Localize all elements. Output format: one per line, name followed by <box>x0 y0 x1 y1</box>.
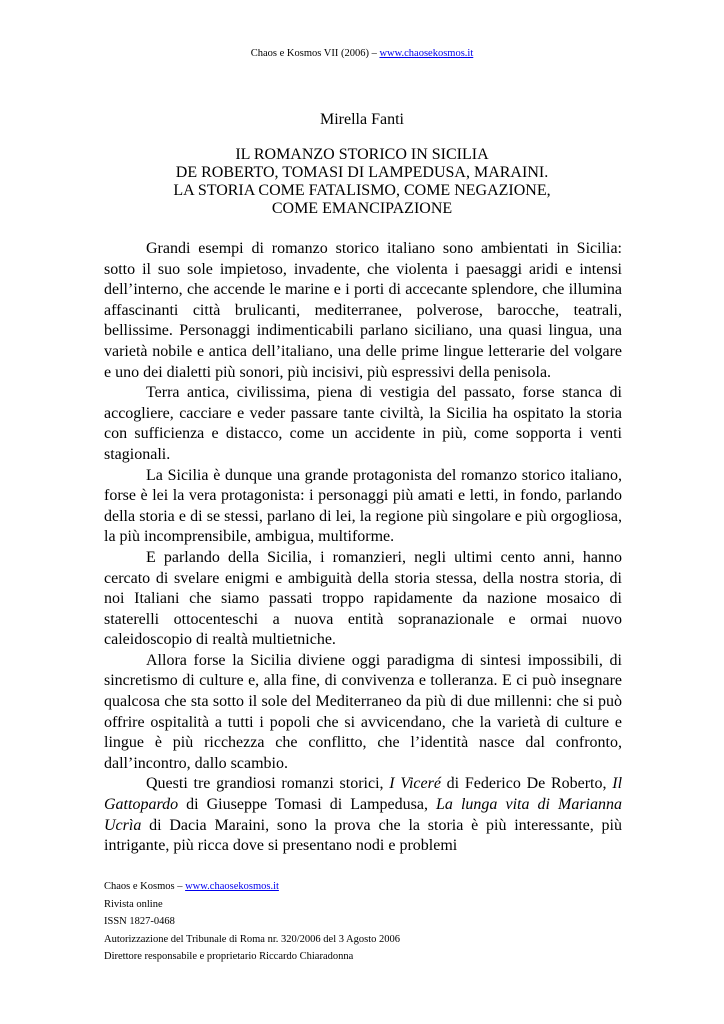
footer-line: Direttore responsabile e proprietario Riccardo Chiaradonna <box>104 951 354 962</box>
paragraph: Grandi esempi di romanzo storico italiano sono ambientati in Sicilia: sotto il suo sole impietoso, invadente, che violenta i paesaggi aridi e intensi dell’interno, che accende le marine e i porti di accecante splendore, che illumina affascinanti città brulicanti, mediterranee, polverose, barocche, teatrali, bellissime. Personaggi indimenticabili parlano siciliano, una quasi lingua, una varietà nobile e antica dell’italiano, una delle prime lingue letterarie del volgare e uno dei dialetti più sonori, più incisivi, più espressivi della penisola. <box>104 240 622 381</box>
book-title: Il Gattopardo <box>104 775 623 814</box>
article-title <box>0 146 724 218</box>
title-line: IL ROMANZO STORICO IN SICILIA <box>235 146 489 163</box>
footer-line: Rivista online <box>104 898 163 910</box>
footer-journal: Chaos e Kosmos – <box>104 881 186 892</box>
title-line: DE ROBERTO, TOMASI DI LAMPEDUSA, MARAINI. <box>175 164 549 181</box>
title-line: COME EMANCIPAZIONE <box>271 200 453 217</box>
header-journal: Chaos e Kosmos VII (2006) – <box>250 48 380 59</box>
title-line: LA STORIA COME FATALISMO, COME NEGAZIONE, <box>173 182 551 199</box>
paragraph-text: di Federico De Roberto, <box>440 775 613 793</box>
paragraph: Allora forse la Sicilia diviene oggi paradigma di sintesi impossibili, di sincretismo di culture e, alla fine, di convivenza e tolleranza. E ci può insegnare qualcosa che sta sotto il sole del Mediterraneo da più di due millenni: che si può offrire ospitalità a tutti i popoli che si avvicendano, che la varietà di culture e lingue è più ricchezza che conflitto, che l’identità nasce dal confronto, dall’incontro, dallo scambio. <box>104 651 622 772</box>
page-footer <box>104 878 624 966</box>
paragraph <box>104 774 622 856</box>
footer-line: ISSN 1827-0468 <box>104 916 175 927</box>
author-name: Mirella Fanti <box>320 111 404 128</box>
paragraph: La Sicilia è dunque una grande protagonista del romanzo storico italiano, forse è lei la vera protagonista: i personaggi più amati e letti, in fondo, parlando della storia e di se stessi, parlano di lei, la regione più singolare e più orgogliosa, la più incomprensibile, ambigua, multiforme. <box>104 466 622 546</box>
paragraph-text: Questi tre grandiosi romanzi storici, <box>146 775 390 793</box>
book-title: La lunga vita di Marianna Ucrìa <box>104 796 623 834</box>
running-header <box>0 47 724 61</box>
footer-website-link[interactable]: www.chaosekosmos.it <box>185 881 279 892</box>
book-title: I Viceré <box>389 775 441 793</box>
header-website-link[interactable]: www.chaosekosmos.it <box>379 48 474 59</box>
footer-journal-line <box>104 878 624 896</box>
paragraph-text: di Giuseppe Tomasi di Lampedusa, <box>178 796 437 814</box>
footer-line: Autorizzazione del Tribunale di Roma nr. 320/2006 del 3 Agosto 2006 <box>104 933 401 945</box>
paragraph: E parlando della Sicilia, i romanzieri, negli ultimi cento anni, hanno cercato di svelare enigmi e ambiguità della storia stessa, della nostra storia, di noi Italiani che siamo passati troppo rapidamente da nazione mosaico di staterelli ottocenteschi a nuova entità sopranazionale e ormai nuovo caleidoscopio di realtà multietniche. <box>104 548 622 649</box>
paragraph-text: di Dacia Maraini, sono la prova che la storia è più interessante, più intrigante, più ricca dove si presentano nodi e problemi <box>104 816 622 855</box>
article-body <box>104 239 622 857</box>
paragraph: Terra antica, civilissima, piena di vestigia del passato, forse stanca di accogliere, cacciare e veder passare tante civiltà, la Sicilia ha ospitato la storia con sufficienza e distacco, come un accidente in più, come sopporta i venti stagionali. <box>104 384 622 463</box>
